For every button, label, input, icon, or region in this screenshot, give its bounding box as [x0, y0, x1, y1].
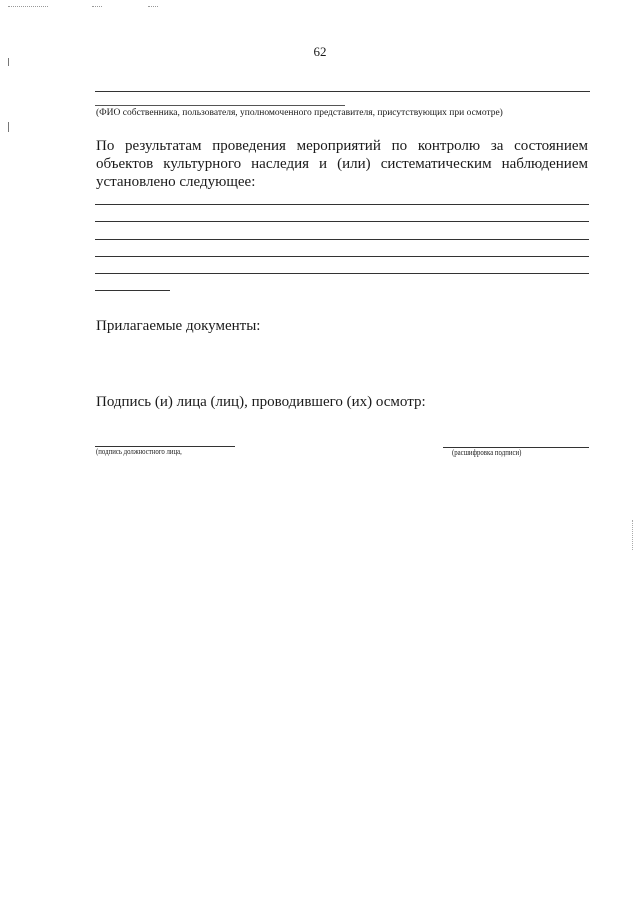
scan-artifact-top-3	[148, 6, 158, 7]
page-number: 62	[313, 44, 327, 59]
name-fill-line	[95, 91, 590, 92]
signature-label: Подпись (и) лица (лиц), проводившего (их) осмотр:	[96, 394, 426, 410]
scan-margin-mark	[8, 122, 9, 132]
findings-fill-line	[95, 273, 589, 274]
name-fill-line-short	[95, 105, 345, 106]
signature-caption-left: (подпись должностного лица,	[96, 447, 182, 456]
findings-fill-line	[95, 204, 589, 205]
findings-fill-line	[95, 221, 589, 222]
findings-fill-line	[95, 239, 589, 240]
attachments-label: Прилагаемые документы:	[96, 318, 261, 334]
findings-fill-line	[95, 256, 589, 257]
findings-fill-line-short	[95, 290, 170, 291]
scan-artifact-top-2	[92, 6, 102, 7]
findings-paragraph: По результатам проведения мероприятий по контролю за состоянием объектов культурного наследия и (или) систематическим наблюдением установлено следующее:	[96, 138, 588, 190]
scan-artifact-top	[8, 6, 48, 7]
scan-margin-mark-right	[632, 520, 633, 550]
owner-caption: (ФИО собственника, пользователя, уполномоченного представителя, присутствующих при осмотре)	[96, 108, 503, 118]
signature-caption-right: (расшифровка подписи)	[452, 448, 522, 457]
